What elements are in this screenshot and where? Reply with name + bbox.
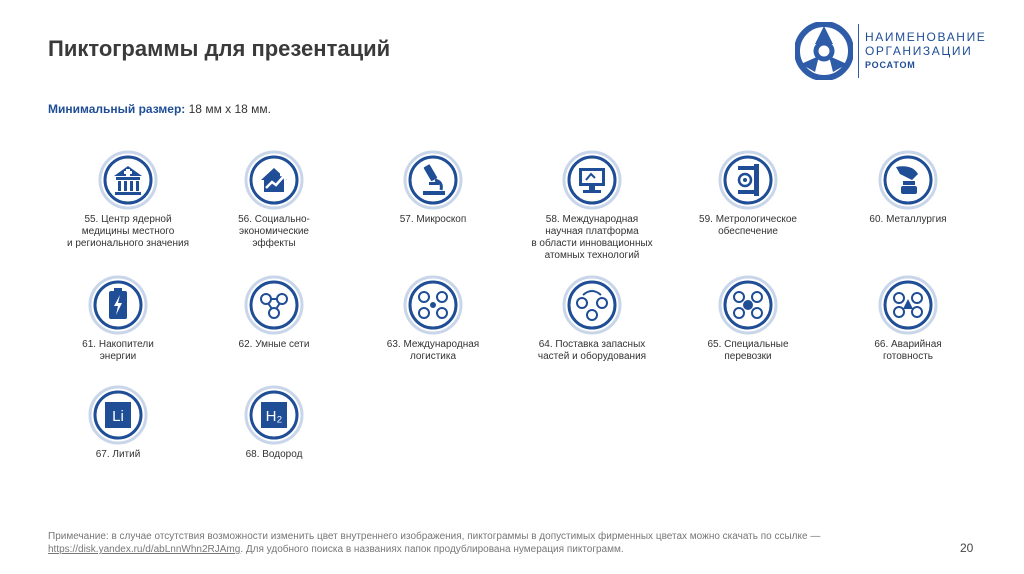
brand-name: РОСАТОМ [865, 60, 916, 70]
icon-card-59 [668, 150, 828, 238]
parts-supply-icon [562, 275, 622, 335]
ladle-icon [878, 150, 938, 210]
hydrogen-symbol: H₂ [265, 408, 283, 425]
icon-card-63 [353, 275, 513, 363]
smart-grid-icon [244, 275, 304, 335]
icon-caption: 55. Центр ядерной медицины местного и регионального значения [66, 214, 189, 249]
emergency-icon [878, 275, 938, 335]
house-growth-icon [244, 150, 304, 210]
logistics-icon [403, 275, 463, 335]
icon-caption: 60. Металлургия [869, 214, 947, 225]
icon-card-62 [194, 275, 354, 351]
min-size-value: 18 мм х 18 мм. [185, 102, 271, 116]
icon-card-65 [668, 275, 828, 363]
icon-card-67 [38, 385, 198, 461]
icon-card-66 [828, 275, 988, 363]
caliper-icon [718, 150, 778, 210]
icon-caption: 57. Микроскоп [399, 214, 467, 225]
icon-card-55 [48, 150, 208, 250]
lithium-symbol: Li [112, 408, 124, 425]
download-link[interactable]: https://disk.yandex.ru/d/abLnnWhn2RJAmg [48, 544, 241, 555]
icon-caption: 63. Международная логистика [386, 339, 480, 362]
microscope-icon [403, 150, 463, 210]
icon-caption: 59. Метрологическое обеспечение [699, 214, 797, 237]
org-name-line1: НАИМЕНОВАНИЕ [865, 30, 987, 44]
rosatom-logo [795, 20, 995, 80]
icon-caption: 66. Аварийная готовность [874, 339, 942, 362]
special-transport-icon [718, 275, 778, 335]
org-name-line2: ОРГАНИЗАЦИИ [865, 44, 973, 58]
hospital-icon [98, 150, 158, 210]
icon-caption: 68. Водород [245, 449, 303, 460]
logo-divider [858, 24, 859, 78]
min-size-note [48, 102, 271, 116]
icon-card-64 [512, 275, 672, 363]
icon-card-58 [512, 150, 672, 262]
min-size-label: Минимальный размер: [48, 102, 186, 116]
hydrogen-icon [244, 385, 304, 445]
lithium-icon [88, 385, 148, 445]
icon-card-57 [353, 150, 513, 226]
icon-card-68 [194, 385, 354, 461]
icon-caption: 61. Накопители энергии [82, 339, 154, 362]
icon-caption: 67. Литий [95, 449, 141, 460]
page-number: 20 [960, 541, 974, 555]
footer-note-tail: . Для удобного поиска в названиях папок продублирована нумерация пиктограмм. [240, 544, 624, 555]
monitor-platform-icon [562, 150, 622, 210]
footer-note-text: Примечание: в случае отсутствия возможности изменить цвет внутреннего изображения, пиктограммы в допустимых фирменных цветах можно скачать по ссылке — [48, 531, 821, 542]
icon-card-61 [38, 275, 198, 363]
icon-caption: 64. Поставка запасных частей и оборудования [537, 339, 647, 362]
footer-note [48, 530, 908, 556]
icon-caption: 62. Умные сети [238, 339, 310, 350]
icon-card-60 [828, 150, 988, 226]
icon-caption: 56. Социально- экономические эффекты [238, 214, 310, 249]
rosatom-mark-icon [795, 22, 853, 80]
battery-icon [88, 275, 148, 335]
icon-caption: 58. Международная научная платформа в области инновационных атомных технологий [531, 214, 653, 261]
icon-caption: 65. Специальные перевозки [707, 339, 789, 362]
icon-card-56 [194, 150, 354, 250]
page-title: Пиктограммы для презентаций [48, 36, 391, 61]
